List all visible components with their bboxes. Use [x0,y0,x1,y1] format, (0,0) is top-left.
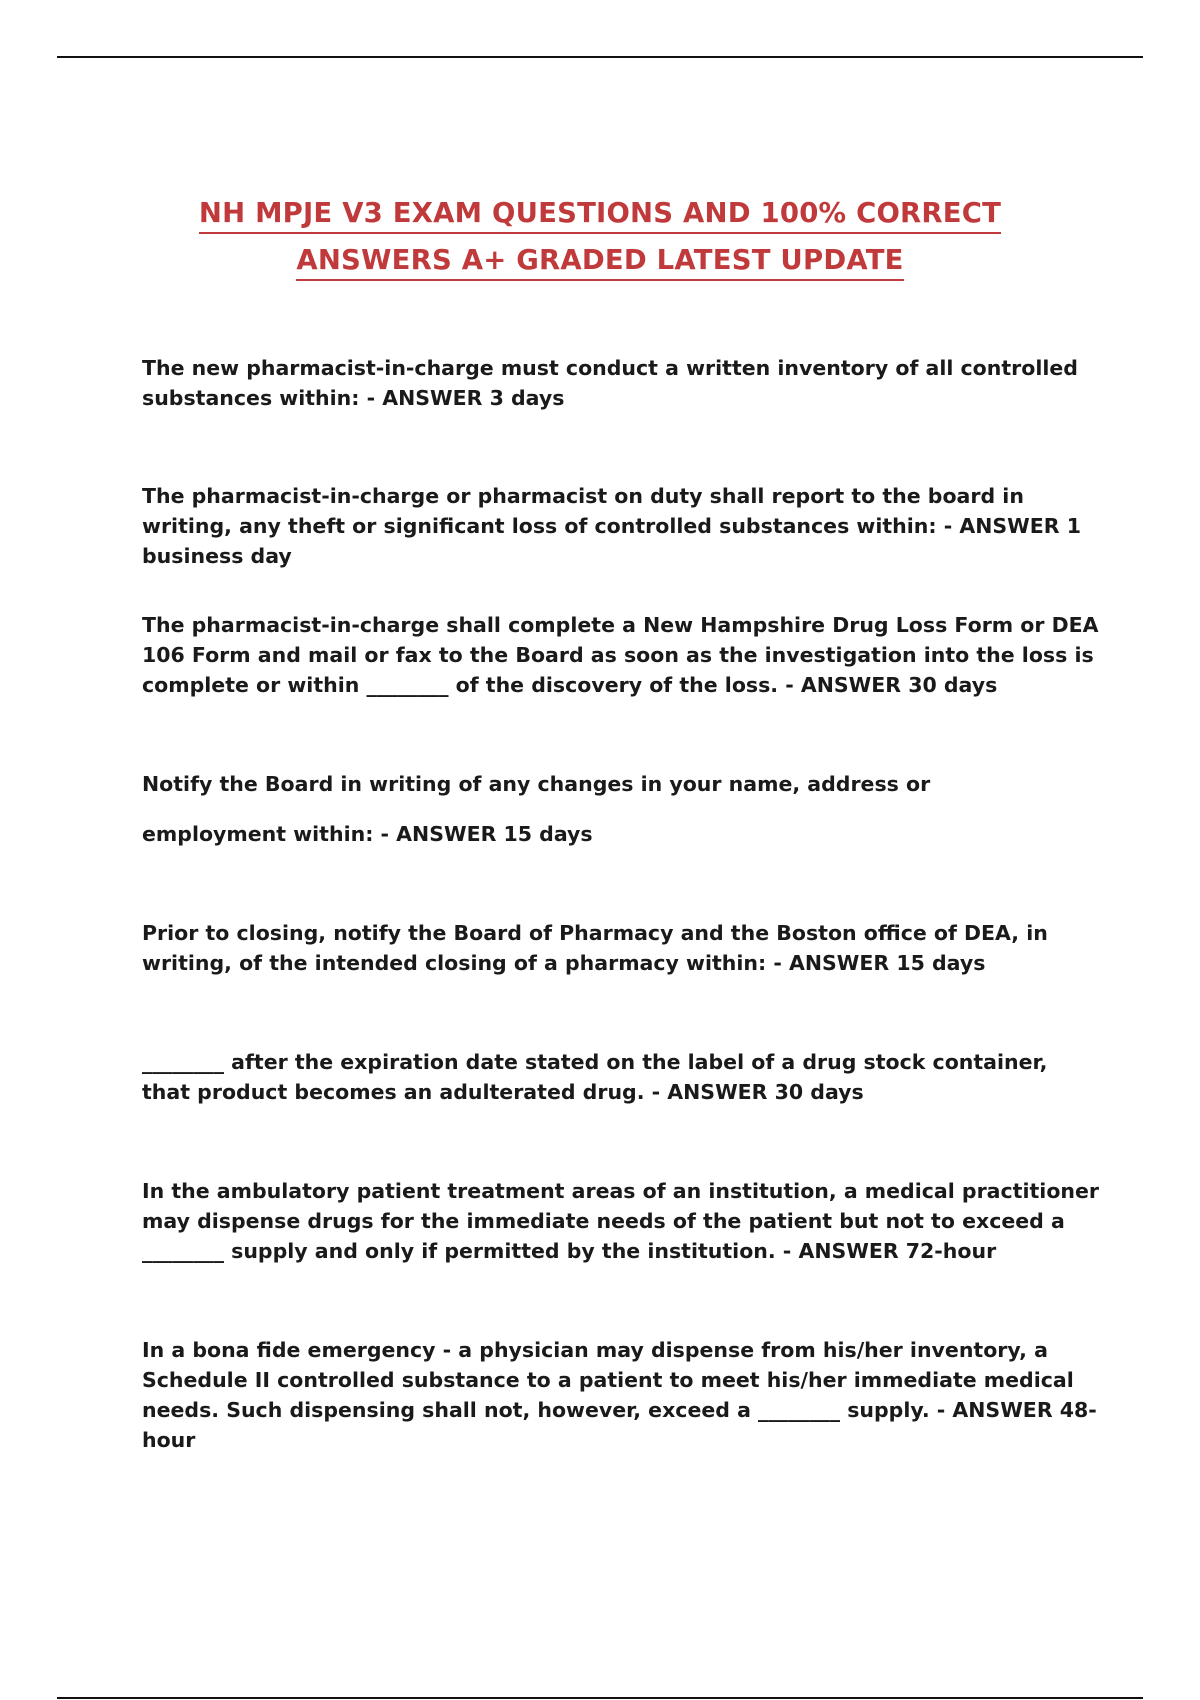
title-line-1: NH MPJE V3 EXAM QUESTIONS AND 100% CORRECT [199,194,1001,234]
qa-item-7: In the ambulatory patient treatment areas of an institution, a medical practitioner may dispense drugs for the immediate needs of the patient but not to exceed a ________ supply and only if permitted by the institution. - ANSWER 72-hour [142,1179,1100,1263]
qa-item-3: The pharmacist-in-charge shall complete a New Hampshire Drug Loss Form or DEA 106 Form and mail or fax to the Board as soon as the investigation into the loss is complete or within ________ of the discovery of the loss. - ANSWER 30 days [142,613,1099,697]
qa-item-2: The pharmacist-in-charge or pharmacist on duty shall report to the board in writing, any theft or significant loss of controlled substances within: - ANSWER 1 business day [142,484,1081,568]
footer-rule [57,1697,1143,1699]
qa-item-5: Prior to closing, notify the Board of Pharmacy and the Boston office of DEA, in writing, of the intended closing of a pharmacy within: - ANSWER 15 days [142,921,1048,975]
qa-item-4-line-1: Notify the Board in writing of any changes in your name, address or [142,772,931,796]
qa-item-6: ________ after the expiration date stated on the label of a drug stock container, that product becomes an adulterated drug. - ANSWER 30 days [142,1050,1048,1104]
qa-item-4-line-2: employment within: - ANSWER 15 days [142,822,593,846]
title-line-2: ANSWERS A+ GRADED LATEST UPDATE [296,241,903,281]
qa-item-8: In a bona fide emergency - a physician may dispense from his/her inventory, a Schedule II controlled substance to a patient to meet his/her immediate medical needs. Such dispensing shall not, however, exceed a ________ supply. - ANSWER 48-hour [142,1338,1097,1452]
qa-item-1: The new pharmacist-in-charge must conduct a written inventory of all controlled substances within: - ANSWER 3 days [142,356,1078,410]
header-rule [57,56,1143,58]
document-title [0,190,1200,284]
